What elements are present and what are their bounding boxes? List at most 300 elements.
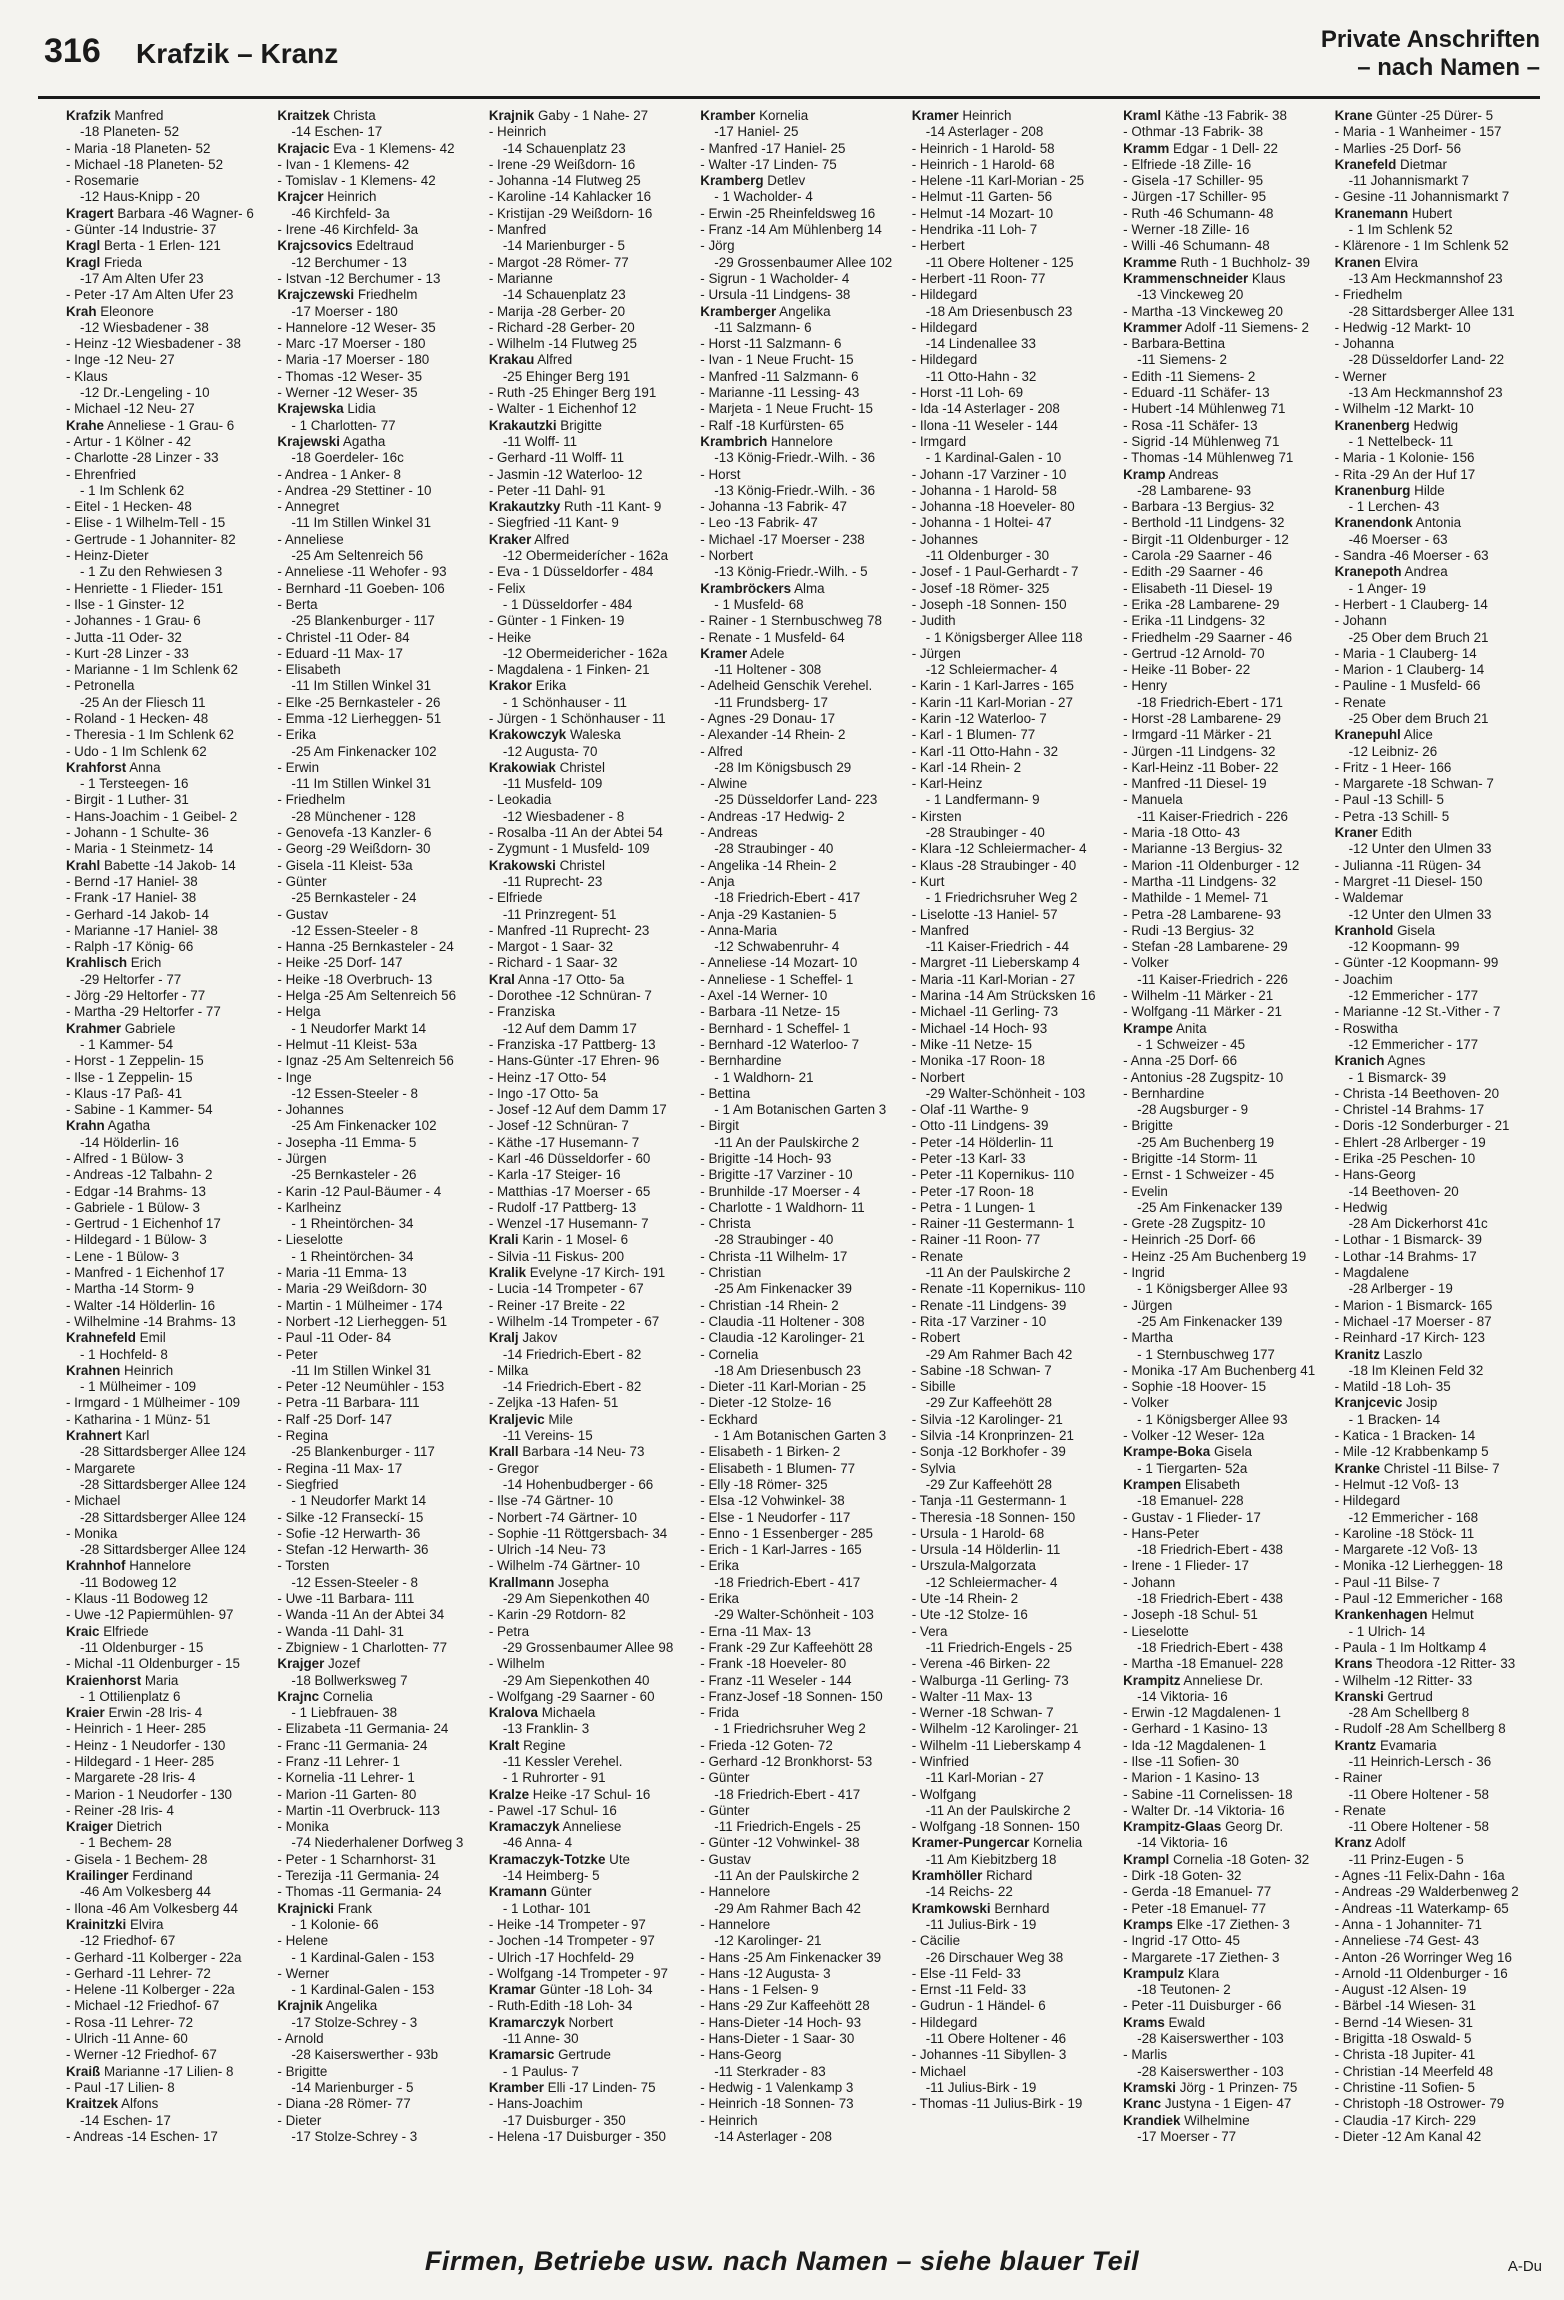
directory-entry: -12 Emmericher - 177 [1348, 988, 1479, 1004]
directory-entry: -11 Holtener - 308 [714, 662, 822, 678]
directory-entry: - Stefan -28 Lambarene- 29 [1123, 939, 1288, 955]
directory-entry: - Gertrud - 1 Eichenhof 17 [66, 1216, 221, 1232]
directory-entry: Krajczewski Friedhelm [277, 287, 418, 303]
directory-entry: - Lucia -14 Trompeter - 67 [488, 1281, 644, 1297]
directory-entry: Krampitz-Glaas Georg Dr. [1123, 1819, 1284, 1835]
directory-entry: - Friedhelm [277, 792, 346, 808]
directory-entry: - Wanda -11 Dahl- 31 [277, 1623, 404, 1639]
directory-entry: - Heinrich - 1 Harold- 68 [911, 156, 1055, 172]
directory-entry: - Inge -12 Neu- 27 [66, 352, 175, 368]
directory-entry: - Frida [700, 1705, 739, 1721]
directory-entry: Kramer Adele [700, 645, 785, 661]
directory-entry: - Peter -11 Duisburger - 66 [1123, 1998, 1282, 2014]
directory-entry: -11 Heinrich-Lersch - 36 [1348, 1753, 1492, 1769]
directory-entry: - Gerhard -12 Bronkhorst- 53 [700, 1753, 873, 1769]
directory-columns [66, 108, 1534, 2228]
directory-entry: - Renate [911, 1248, 964, 1264]
directory-entry: - Julianna -11 Rügen- 34 [1334, 857, 1481, 873]
directory-entry: -13 Franklin- 3 [502, 1721, 590, 1737]
directory-entry: - 1 Bracken- 14 [1348, 1411, 1441, 1427]
directory-entry: - Norbert -12 Lierheggen- 51 [277, 1313, 448, 1329]
directory-entry: -18 Friedrich-Ebert - 438 [1137, 1591, 1284, 1607]
directory-entry: - Gabriele - 1 Bülow- 3 [66, 1199, 200, 1215]
directory-entry: - Günter [700, 1802, 750, 1818]
directory-entry: - Hannelore -12 Weser- 35 [277, 319, 436, 335]
directory-entry: - Horst -28 Lambarene- 29 [1123, 710, 1281, 726]
directory-entry: - Gisela -11 Kleist- 53a [277, 857, 413, 873]
directory-entry: - Wenzel -17 Husemann- 7 [488, 1216, 649, 1232]
directory-entry: - Heinz-Dieter [66, 548, 149, 564]
directory-entry: - Sigrid -14 Mühlenweg 71 [1123, 433, 1280, 449]
directory-entry: - Irmgard [911, 433, 967, 449]
directory-entry: - Heinz -25 Am Buchenberg 19 [1123, 1248, 1307, 1264]
directory-entry: - Ralf -25 Dorf- 147 [277, 1411, 393, 1427]
directory-entry: - Hans - 1 Felsen- 9 [700, 1982, 819, 1998]
directory-entry: - Wolfgang [911, 1786, 977, 1802]
directory-entry: - Michael -18 Planeten- 52 [66, 156, 224, 172]
directory-entry: Kramaczyk Anneliese [488, 1819, 622, 1835]
directory-entry: - Irmgard - 1 Mülheimer - 109 [66, 1395, 241, 1411]
directory-entry: - 1 Am Botanischen Garten 3 [714, 1102, 887, 1118]
directory-entry: - Hans-Joachim - 1 Geibel- 2 [66, 808, 238, 824]
directory-entry: -25 Am Seltenreich 56 [291, 548, 424, 564]
directory-entry: - Heike [488, 629, 532, 645]
directory-entry: Krahlisch Erich [66, 955, 162, 971]
directory-entry: - Karla -17 Steiger- 16 [488, 1167, 621, 1183]
directory-entry: -28 Düsseldorfer Land- 22 [1348, 352, 1505, 368]
directory-entry: -11 Friedrich-Engels - 25 [714, 1819, 861, 1835]
directory-entry: - Volker [1123, 1395, 1169, 1411]
directory-entry: -12 Koopmann- 99 [1348, 939, 1460, 955]
directory-entry: - Doris -12 Sonderburger - 21 [1334, 1118, 1510, 1134]
directory-entry: Krams Ewald [1123, 2014, 1206, 2030]
directory-entry: - Tomislav - 1 Klemens- 42 [277, 173, 436, 189]
directory-entry: Kramski Jörg - 1 Prinzen- 75 [1123, 2079, 1298, 2095]
directory-entry: -25 Am Finkenacker 102 [291, 743, 437, 759]
directory-entry: - Werner [277, 1965, 330, 1981]
directory-entry: -46 Am Volkesberg 44 [80, 1884, 212, 1900]
directory-entry: - Rainer -11 Gestermann- 1 [911, 1216, 1075, 1232]
directory-entry: - Zbigniew - 1 Charlotten- 77 [277, 1639, 448, 1655]
directory-entry: - Manfred -11 Diesel- 19 [1123, 776, 1267, 792]
directory-entry: -11 Obere Holtener - 46 [925, 2031, 1067, 2047]
directory-entry: Krah Eleonore [66, 303, 154, 319]
directory-entry: - Hanna -25 Bernkasteler - 24 [277, 939, 454, 955]
directory-entry: - Erika [700, 1558, 739, 1574]
directory-entry: - Paul -12 Emmericher - 168 [1334, 1591, 1503, 1607]
directory-entry: -25 Düsseldorfer Land- 223 [714, 792, 878, 808]
directory-entry: -29 Zur Kaffeehött 28 [925, 1476, 1053, 1492]
directory-entry: - Frank -29 Zur Kaffeehött 28 [700, 1639, 873, 1655]
directory-entry: -74 Niederhalener Dorfweg 3 [291, 1835, 464, 1851]
directory-entry: -11 Siemens- 2 [1137, 352, 1227, 368]
directory-entry: - Erich - 1 Karl-Jarres - 165 [700, 1542, 862, 1558]
directory-entry: - 1 Liebfrauen- 38 [291, 1705, 398, 1721]
directory-entry: - Dorothee -12 Schnüran- 7 [488, 988, 652, 1004]
directory-entry: - Olaf -11 Warthe- 9 [911, 1102, 1029, 1118]
directory-entry: -46 Moerser - 63 [1348, 531, 1448, 547]
directory-entry: - Andreas [700, 825, 758, 841]
directory-entry: - Heinrich -25 Dorf- 66 [1123, 1232, 1256, 1248]
directory-entry: Krajnicki Frank [277, 1900, 372, 1916]
directory-entry: - 1 Schweizer - 45 [1137, 1036, 1246, 1052]
directory-entry: -28 Kaiserswerther - 93b [291, 2047, 439, 2063]
directory-entry: Kralj Jakov [488, 1330, 558, 1346]
directory-entry: - 1 Bechem- 28 [80, 1835, 172, 1851]
directory-entry: - Katharina - 1 Münz- 51 [66, 1411, 211, 1427]
directory-entry: -12 Schleiermacher- 4 [925, 1574, 1058, 1590]
directory-entry: - 1 Hochfeld- 8 [80, 1346, 168, 1362]
directory-entry: -11 Otto-Hahn - 32 [925, 368, 1037, 384]
directory-entry: - Friedhelm [1334, 287, 1403, 303]
directory-entry: - Maria -29 Weißdorn- 30 [277, 1281, 427, 1297]
directory-entry: - Kurt -28 Linzer - 33 [66, 645, 189, 661]
directory-entry: -13 König-Friedr.-Wilh. - 36 [714, 450, 876, 466]
directory-entry: - Hedwig [1334, 1199, 1388, 1215]
directory-entry: - Urszula-Malgorzata [911, 1558, 1036, 1574]
directory-entry: -14 Asterlager - 208 [714, 2128, 832, 2144]
directory-entry: -28 Sittardsberger Allee 124 [80, 1444, 246, 1460]
directory-entry: - Michael -12 Neu- 27 [66, 401, 195, 417]
directory-entry: - Rosemarie [66, 173, 139, 189]
directory-entry: - Hedwig -12 Markt- 10 [1334, 319, 1471, 335]
directory-entry: - Ehrenfried [66, 466, 136, 482]
directory-entry: - Renate - 1 Musfeld- 64 [700, 629, 845, 645]
directory-entry: -25 Am Finkenacker 102 [291, 1118, 437, 1134]
directory-entry: - Gertrud -12 Arnold- 70 [1123, 645, 1265, 661]
directory-entry: Kramberg Detlev [700, 173, 806, 189]
directory-entry: - Monika -12 Lierheggen- 18 [1334, 1558, 1503, 1574]
directory-entry: - Hannelore [700, 1884, 771, 1900]
directory-entry: - Ernst - 1 Schweizer - 45 [1123, 1167, 1275, 1183]
directory-entry: - Hildegard - 1 Bülow- 3 [66, 1232, 207, 1248]
directory-entry: - Peter -17 Am Alten Ufer 23 [66, 287, 234, 303]
directory-entry: - Herbert - 1 Clauberg- 14 [1334, 596, 1488, 612]
directory-entry: - Birgit [700, 1118, 739, 1134]
directory-entry: Kranjcevic Josip [1334, 1395, 1438, 1411]
directory-entry: - Hans-Georg [1334, 1167, 1416, 1183]
directory-entry: - Marianne - 1 Im Schlenk 62 [66, 662, 238, 678]
directory-entry: -11 Sterkrader - 83 [714, 2063, 826, 2079]
directory-entry: - Manfred - 1 Eichenhof 17 [66, 1265, 225, 1281]
directory-entry: - Zygmunt - 1 Musfeld- 109 [488, 841, 650, 857]
directory-entry: Krahn Agatha [66, 1118, 151, 1134]
directory-entry: -14 Schauenplatz 23 [502, 140, 626, 156]
directory-entry: - 1 Kardinal-Galen - 153 [291, 1982, 435, 1998]
directory-entry: - 1 Tersteegen- 16 [80, 776, 189, 792]
directory-entry: -29 Walter-Schönheit - 103 [714, 1607, 874, 1623]
directory-entry: - Sigrun - 1 Wacholder- 4 [700, 270, 850, 286]
directory-entry: - Hans -29 Zur Kaffeehött 28 [700, 1998, 870, 2014]
directory-entry: - Rudi -13 Bergius- 32 [1123, 922, 1255, 938]
directory-entry: - Judith [911, 613, 956, 629]
page-number: 316 [44, 32, 101, 70]
directory-entry: - Walburga -11 Gerling- 73 [911, 1672, 1069, 1688]
directory-entry: - Wilhelm -14 Trompeter - 67 [488, 1313, 660, 1329]
directory-entry: - Heinz -17 Otto- 54 [488, 1069, 607, 1085]
directory-entry: - Brigitte [1123, 1118, 1173, 1134]
directory-entry: - Elfriede [488, 890, 543, 906]
directory-entry: - Siegfried -11 Kant- 9 [488, 515, 619, 531]
directory-entry: -25 Am Finkenacker 139 [1137, 1313, 1283, 1329]
directory-entry: - Marina -14 Am Strücksken 16 [911, 988, 1096, 1004]
directory-entry: - Margret -11 Diesel- 150 [1334, 873, 1483, 889]
directory-entry: - Andrea - 1 Anker- 8 [277, 466, 401, 482]
directory-entry: - Marlies -25 Dorf- 56 [1334, 140, 1462, 156]
directory-entry: Krampe Anita [1123, 1020, 1207, 1036]
directory-entry: - Alwine [700, 776, 748, 792]
directory-entry: Krajcsovics Edeltraud [277, 238, 414, 254]
directory-entry: - Marion - 1 Kasino- 13 [1123, 1770, 1260, 1786]
directory-entry: - Elisabeth - 1 Birken- 2 [700, 1444, 841, 1460]
directory-entry: - Sabine -18 Schwan- 7 [911, 1362, 1052, 1378]
directory-entry: - 1 Musfeld- 68 [714, 596, 804, 612]
directory-entry: - Gregor [488, 1460, 539, 1476]
directory-entry: - Karl -46 Düsseldorfer - 60 [488, 1151, 651, 1166]
directory-entry: - Wolfgang -11 Märker - 21 [1123, 1004, 1282, 1020]
directory-entry: Krandiek Wilhelmine [1123, 2112, 1250, 2128]
directory-entry: Kraitzek Alfons [66, 2096, 159, 2112]
directory-entry: - Norbert [911, 1069, 965, 1085]
directory-entry: - Marion - 1 Neudorfer - 130 [66, 1786, 232, 1802]
directory-entry: -11 Obere Holtener - 58 [1348, 1819, 1489, 1835]
directory-entry: -13 König-Friedr.-Wilh. - 36 [714, 482, 876, 498]
directory-entry: - Sylvia [911, 1460, 956, 1476]
directory-entry: - Anja [700, 873, 735, 889]
directory-entry: - Reinhard -17 Kirch- 123 [1334, 1330, 1485, 1346]
directory-entry: -11 Kaiser-Friedrich - 226 [1137, 971, 1288, 987]
directory-entry: - Artur - 1 Kölner - 42 [66, 433, 192, 449]
directory-entry: -18 Bollwerksweg 7 [291, 1672, 408, 1688]
directory-entry: -18 Am Driesenbusch 23 [714, 1362, 861, 1378]
directory-entry: Krakowczyk Waleska [488, 727, 621, 743]
directory-entry: - Marianne -12 St.-Vither - 7 [1334, 1004, 1501, 1020]
directory-entry: - Manfred -17 Haniel- 25 [700, 140, 846, 156]
directory-entry: - Heinrich [488, 124, 547, 140]
directory-entry: - Lieselotte [1123, 1623, 1189, 1639]
directory-entry: Krali Karin - 1 Mosel- 6 [488, 1232, 629, 1248]
directory-entry: -14 Heimberg- 5 [502, 1868, 600, 1884]
directory-entry: - 1 Rheintörchen- 34 [291, 1248, 414, 1264]
directory-entry: -11 Kaiser-Friedrich - 44 [925, 939, 1070, 955]
directory-entry: - Johannes - 1 Grau- 6 [66, 613, 201, 629]
directory-entry: Kranhold Gisela [1334, 922, 1436, 938]
directory-entry: - Karl-Heinz [911, 776, 983, 792]
directory-entry: Kramer Heinrich [911, 108, 1012, 123]
directory-entry: - Ursula -11 Lindgens- 38 [700, 287, 851, 303]
directory-entry: - Lene - 1 Bülow- 3 [66, 1248, 180, 1264]
directory-entry: -13 Am Heckmannshof 23 [1348, 385, 1503, 401]
directory-entry: - Marianne -13 Bergius- 32 [1123, 841, 1283, 857]
directory-entry: - August -12 Alsen- 19 [1334, 1982, 1467, 1998]
directory-entry: - Margot -28 Römer- 77 [488, 254, 629, 270]
directory-entry: - Hendrika -11 Loh- 7 [911, 222, 1038, 238]
directory-entry: - Marija -28 Gerber- 20 [488, 303, 626, 319]
directory-entry: -12 Emmericher - 168 [1348, 1509, 1479, 1525]
directory-entry: -14 Reichs- 22 [925, 1884, 1013, 1900]
directory-entry: - 1 Kammer- 54 [80, 1036, 174, 1052]
directory-entry: - Erwin -12 Magdalenen- 1 [1123, 1705, 1281, 1721]
directory-entry: - Else - 1 Neudorfer - 117 [700, 1509, 851, 1525]
directory-entry: - Andreas -12 Talbahn- 2 [66, 1167, 213, 1183]
directory-entry: - Jürgen -11 Lindgens- 32 [1123, 743, 1276, 759]
directory-entry: - 1 Im Schlenk 52 [1348, 222, 1453, 238]
directory-entry: - Rainer -11 Roon- 77 [911, 1232, 1041, 1248]
directory-entry: - Margarete -17 Ziethen- 3 [1123, 1949, 1280, 1965]
directory-entry: - Anneliese -74 Gest- 43 [1334, 1933, 1479, 1949]
directory-entry: Krallmann Josepha [488, 1574, 609, 1590]
directory-entry: - Matthias -17 Moerser - 65 [488, 1183, 651, 1199]
directory-entry: - Josef -12 Auf dem Damm 17 [488, 1102, 667, 1118]
directory-entry: -18 Im Kleinen Feld 32 [1348, 1362, 1484, 1378]
directory-entry: Krans Theodora -12 Ritter- 33 [1334, 1656, 1516, 1672]
directory-entry: - Michael -12 Friedhof- 67 [66, 1998, 220, 2014]
directory-entry: - Robert [911, 1330, 961, 1346]
directory-entry: -11 Prinzregent- 51 [502, 906, 617, 922]
directory-entry: -17 Moerser - 180 [291, 303, 398, 319]
directory-entry: - Rosalba -11 An der Abtei 54 [488, 825, 663, 841]
directory-entry: - Elke -25 Bernkasteler - 26 [277, 694, 441, 710]
directory-entry: - Richard -28 Gerber- 20 [488, 319, 635, 335]
directory-entry: -18 Friedrich-Ebert - 171 [1137, 694, 1284, 710]
directory-entry: Kraiger Dietrich [66, 1819, 163, 1835]
directory-entry: Kranski Gertrud [1334, 1688, 1433, 1704]
directory-entry: -11 Johannismarkt 7 [1348, 173, 1469, 189]
directory-entry: Kranenburg Hilde [1334, 482, 1445, 498]
directory-entry: - Waldemar [1334, 890, 1404, 906]
directory-entry: - Peter -17 Roon- 18 [911, 1183, 1034, 1199]
column-7 [1335, 108, 1534, 2228]
directory-entry: -18 Friedrich-Ebert - 438 [1137, 1542, 1284, 1558]
directory-entry: - Claudia -12 Karolinger- 21 [700, 1330, 865, 1346]
directory-entry: Kranefeld Dietmar [1334, 156, 1447, 172]
directory-entry: - Wilhelm -74 Gärtner- 10 [488, 1558, 640, 1574]
directory-entry: - Maria -11 Emma- 13 [277, 1265, 407, 1281]
directory-entry: - Claudia -17 Kirch- 229 [1334, 2112, 1476, 2128]
directory-entry: - Margarete [66, 1460, 136, 1476]
directory-entry: - 1 Königsberger Allee 93 [1137, 1411, 1288, 1427]
directory-entry: - Roland - 1 Hecken- 48 [66, 710, 209, 726]
directory-entry: Kraitzek Christa [277, 108, 376, 123]
directory-entry: - Anna - 1 Johanniter- 71 [1334, 1916, 1482, 1932]
directory-entry: - Ivan - 1 Neue Frucht- 15 [700, 352, 854, 368]
directory-entry: - Gustav [700, 1851, 751, 1867]
directory-entry: -11 Im Stillen Winkel 31 [291, 1362, 432, 1378]
directory-entry: - Willi -46 Schumann- 48 [1123, 238, 1270, 254]
directory-entry: Kramarczyk Norbert [488, 2014, 614, 2030]
directory-entry: - Eckhard [700, 1411, 758, 1427]
directory-entry: - Marianne -11 Lessing- 43 [700, 385, 860, 401]
directory-entry: - Sofie -12 Herwarth- 36 [277, 1525, 421, 1541]
directory-entry: Krankenhagen Helmut [1334, 1607, 1474, 1623]
directory-entry: - Martha -13 Vinckeweg 20 [1123, 303, 1283, 319]
directory-entry: - 1 Schönhauser - 11 [502, 694, 627, 710]
directory-entry: - Horst [700, 466, 741, 482]
directory-entry: - Günter -12 Vohwinkel- 38 [700, 1835, 860, 1851]
directory-entry: - Ingo -17 Otto- 5a [488, 1085, 599, 1101]
directory-entry: -18 Emanuel- 228 [1137, 1493, 1244, 1509]
directory-entry: - Elfriede -18 Zille- 16 [1123, 156, 1252, 172]
directory-entry: -11 Kaiser-Friedrich - 226 [1137, 808, 1288, 824]
directory-entry: - Peter -14 Hölderlin- 11 [911, 1134, 1054, 1150]
directory-entry: Kramer-Pungercar Kornelia [911, 1835, 1083, 1851]
directory-entry: Krajewski Agatha [277, 433, 386, 449]
directory-entry: -11 Wolff- 11 [502, 433, 578, 449]
directory-entry: Kragert Barbara -46 Wagner- 6 [66, 205, 254, 221]
directory-entry: - Käthe -17 Husemann- 7 [488, 1134, 640, 1150]
directory-entry: - Silke -12 Franseckí- 15 [277, 1509, 424, 1525]
directory-entry: - Ulrich -17 Hochfeld- 29 [488, 1949, 634, 1965]
directory-entry: - Josef -18 Römer- 325 [911, 580, 1050, 596]
directory-entry: - Erwin -25 Rheinfeldsweg 16 [700, 205, 876, 221]
directory-entry: - Birgit - 1 Luther- 31 [66, 792, 189, 808]
directory-entry: - Walter -14 Hölderlin- 16 [66, 1297, 216, 1313]
directory-entry: - Anna -25 Dorf- 66 [1123, 1053, 1238, 1069]
directory-entry: Krampulz Klara [1123, 1965, 1220, 1981]
directory-entry: Krampe-Boka Gisela [1123, 1444, 1252, 1460]
directory-entry: Kranepoth Andrea [1334, 564, 1448, 580]
directory-entry: - Günter -14 Industrie- 37 [66, 222, 217, 238]
directory-entry: - Birgit -11 Oldenburger - 12 [1123, 531, 1289, 547]
directory-entry: Krammer Adolf -11 Siemens- 2 [1123, 319, 1309, 335]
directory-entry: - 1 Waldhorn- 21 [714, 1069, 814, 1085]
directory-entry: -28 Lambarene- 93 [1137, 482, 1252, 498]
directory-entry: - Christoph -18 Ostrower- 79 [1334, 2096, 1505, 2112]
directory-entry: - Karin -12 Waterloo- 7 [911, 710, 1047, 726]
directory-entry: - Erika [277, 727, 317, 743]
directory-entry: - Enno - 1 Essenberger - 285 [700, 1525, 873, 1541]
directory-entry: - Charlotte -28 Linzer - 33 [66, 450, 219, 466]
directory-entry: - Charlotte - 1 Waldhorn- 11 [700, 1199, 865, 1215]
directory-entry: - Ralph -17 König- 66 [66, 939, 194, 955]
directory-entry: - Christel -11 Oder- 84 [277, 629, 410, 645]
directory-entry: -18 Am Driesenbusch 23 [925, 303, 1073, 319]
directory-entry: - Jasmin -12 Waterloo- 12 [488, 466, 643, 482]
directory-entry: - Petra -11 Barbara- 111 [277, 1395, 420, 1411]
directory-entry: - Bernhard - 1 Scheffel- 1 [700, 1020, 851, 1036]
directory-entry: Kraiß Marianne -17 Lilien- 8 [66, 2063, 234, 2079]
directory-entry: - Mike -11 Netze- 15 [911, 1036, 1033, 1052]
directory-entry: - Ida -12 Magdalenen- 1 [1123, 1737, 1267, 1753]
directory-entry: - Gudrun - 1 Händel- 6 [911, 1998, 1046, 2014]
directory-entry: - Kirsten [911, 808, 962, 824]
directory-entry: -18 Friedrich-Ebert - 417 [714, 1574, 861, 1590]
directory-entry: - Hans-Dieter - 1 Saar- 30 [700, 2031, 855, 2047]
directory-entry: Krahe Anneliese - 1 Grau- 6 [66, 417, 235, 433]
directory-entry: - Dieter -11 Karl-Morian - 25 [700, 1379, 866, 1395]
directory-entry: - Hildegard - 1 Heer- 285 [66, 1753, 215, 1769]
directory-entry: - Anneliese -11 Wehofer - 93 [277, 564, 447, 580]
directory-entry: - Ilse -11 Sofien- 30 [1123, 1753, 1240, 1769]
directory-entry: - Ruth -46 Schumann- 48 [1123, 205, 1274, 221]
directory-entry: - Johanna -14 Flutweg 25 [488, 173, 641, 189]
directory-entry: Krakowiak Christel [488, 759, 605, 775]
directory-entry: - Paul -13 Schill- 5 [1334, 792, 1444, 808]
directory-entry: Krampen Elisabeth [1123, 1476, 1240, 1492]
directory-entry: Kranepuhl Alice [1334, 727, 1433, 743]
directory-entry: - Andreas -11 Waterkamp- 65 [1334, 1900, 1509, 1916]
directory-entry: -18 Friedrich-Ebert - 417 [714, 890, 861, 906]
directory-entry: - Wilhelm -12 Karolinger- 21 [911, 1721, 1079, 1737]
directory-entry: -18 Planeten- 52 [80, 124, 180, 140]
directory-entry: -18 Goerdeler- 16c [291, 450, 404, 466]
directory-entry: -12 Schwabenruhr- 4 [714, 939, 840, 955]
directory-entry: - Leo -13 Fabrik- 47 [700, 515, 818, 531]
directory-entry: -28 Am Schellberg 8 [1348, 1705, 1470, 1721]
directory-entry: - Mathilde - 1 Memel- 71 [1123, 890, 1269, 906]
directory-entry: -29 Am Siepenkothen 40 [502, 1672, 650, 1688]
directory-entry: -11 Im Stillen Winkel 31 [291, 515, 432, 531]
